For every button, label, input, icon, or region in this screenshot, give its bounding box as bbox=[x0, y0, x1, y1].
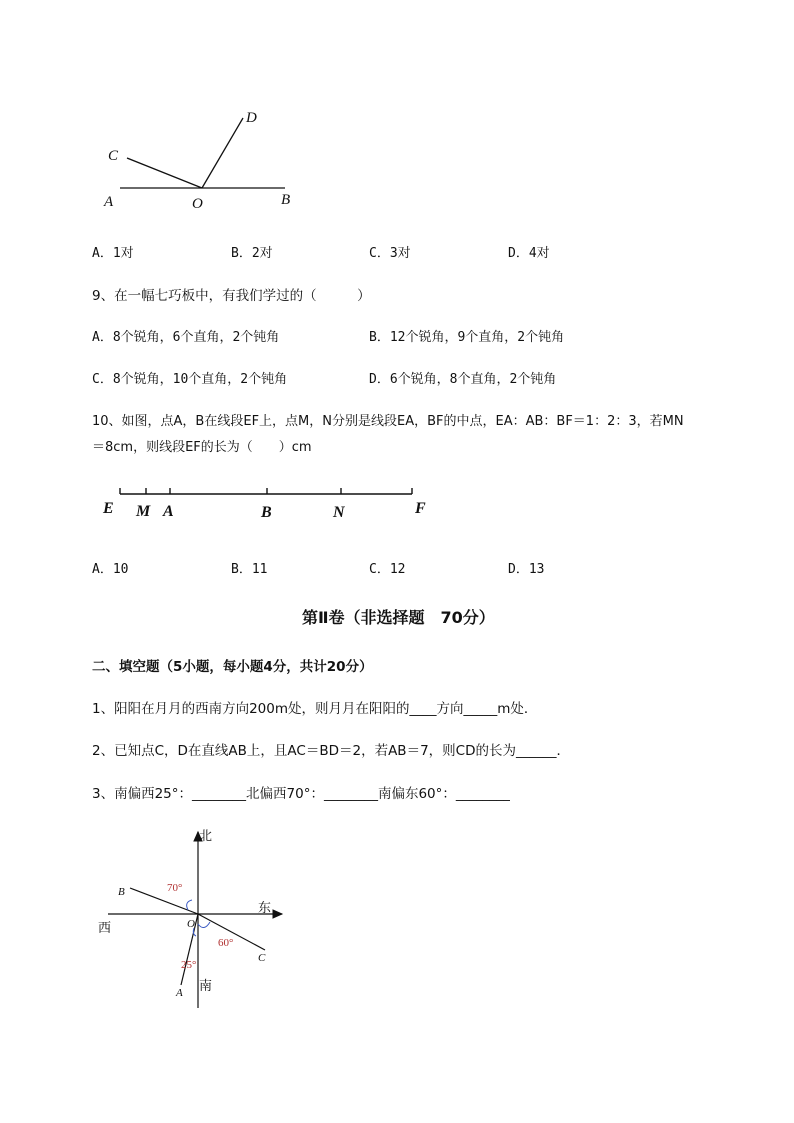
direction-north: 北 bbox=[199, 829, 213, 844]
label-d: D bbox=[246, 110, 257, 126]
ray-od bbox=[202, 118, 243, 188]
compass-figure bbox=[0, 820, 794, 1020]
q9-option-c[interactable]: C．8个锐角，10个直角，2个钝角 bbox=[92, 372, 288, 387]
label-f: F bbox=[415, 500, 426, 517]
direction-east: 东 bbox=[258, 901, 272, 916]
label-a3: A bbox=[176, 987, 183, 999]
segment-figure bbox=[0, 480, 794, 530]
q10-option-a[interactable]: A．10 bbox=[92, 562, 129, 577]
angle-60-label: 60° bbox=[218, 937, 234, 949]
direction-south: 南 bbox=[199, 979, 213, 994]
fill-q2: 2、已知点C，D在直线AB上，且AC＝BD＝2，若AB＝7，则CD的长为______． bbox=[92, 743, 570, 759]
q8-option-c[interactable]: C．3对 bbox=[369, 246, 411, 261]
label-n: N bbox=[333, 504, 345, 521]
q9-stem: 9、在一幅七巧板中，有我们学过的（ ） bbox=[92, 288, 371, 304]
label-c: C bbox=[108, 148, 119, 164]
label-o3: O bbox=[187, 918, 195, 930]
angle-70-label: 70° bbox=[167, 882, 183, 894]
label-c3: C bbox=[258, 952, 266, 964]
q10-option-c[interactable]: C．12 bbox=[369, 562, 406, 577]
label-o: O bbox=[192, 196, 203, 212]
angle-25-label: 25° bbox=[181, 959, 197, 971]
q10-stem-line2: ＝8cm，则线段EF的长为（ ）cm bbox=[92, 440, 312, 455]
label-a2: A bbox=[163, 503, 174, 520]
q8-option-d[interactable]: D．4对 bbox=[508, 246, 550, 261]
fill-q3: 3、南偏西25°：________北偏西70°：________南偏东60°：________ bbox=[92, 786, 510, 802]
label-b2: B bbox=[261, 504, 272, 521]
q8-option-a[interactable]: A．1对 bbox=[92, 246, 134, 261]
label-m: M bbox=[136, 503, 151, 520]
q10-option-d[interactable]: D．13 bbox=[508, 562, 545, 577]
label-b3: B bbox=[118, 886, 125, 898]
label-a: A bbox=[104, 194, 114, 210]
q10-stem-line1: 10、如图，点A，B在线段EF上，点M，N分别是线段EA，BF的中点，EA：AB：BF＝1：2：3，若MN bbox=[92, 414, 684, 429]
arc-70 bbox=[187, 900, 192, 910]
q9-option-d[interactable]: D．6个锐角，8个直角，2个钝角 bbox=[369, 372, 557, 387]
fill-section-heading: 二、填空题（5小题，每小题4分，共计20分） bbox=[92, 659, 373, 675]
arc-60 bbox=[198, 922, 210, 928]
section-title: 第Ⅱ卷（非选择题 70分） bbox=[302, 608, 495, 627]
ray-oc bbox=[127, 158, 202, 188]
q10-option-b[interactable]: B．11 bbox=[231, 562, 268, 577]
label-e: E bbox=[103, 500, 114, 517]
q9-option-a[interactable]: A．8个锐角，6个直角，2个钝角 bbox=[92, 330, 280, 345]
angle-figure bbox=[0, 0, 794, 230]
fill-q1: 1、阳阳在月月的西南方向200m处，则月月在阳阳的____方向_____m处． bbox=[92, 701, 538, 717]
q9-option-b[interactable]: B．12个锐角，9个直角，2个钝角 bbox=[369, 330, 565, 345]
q8-option-b[interactable]: B．2对 bbox=[231, 246, 273, 261]
direction-west: 西 bbox=[98, 921, 112, 936]
label-b: B bbox=[281, 192, 291, 208]
